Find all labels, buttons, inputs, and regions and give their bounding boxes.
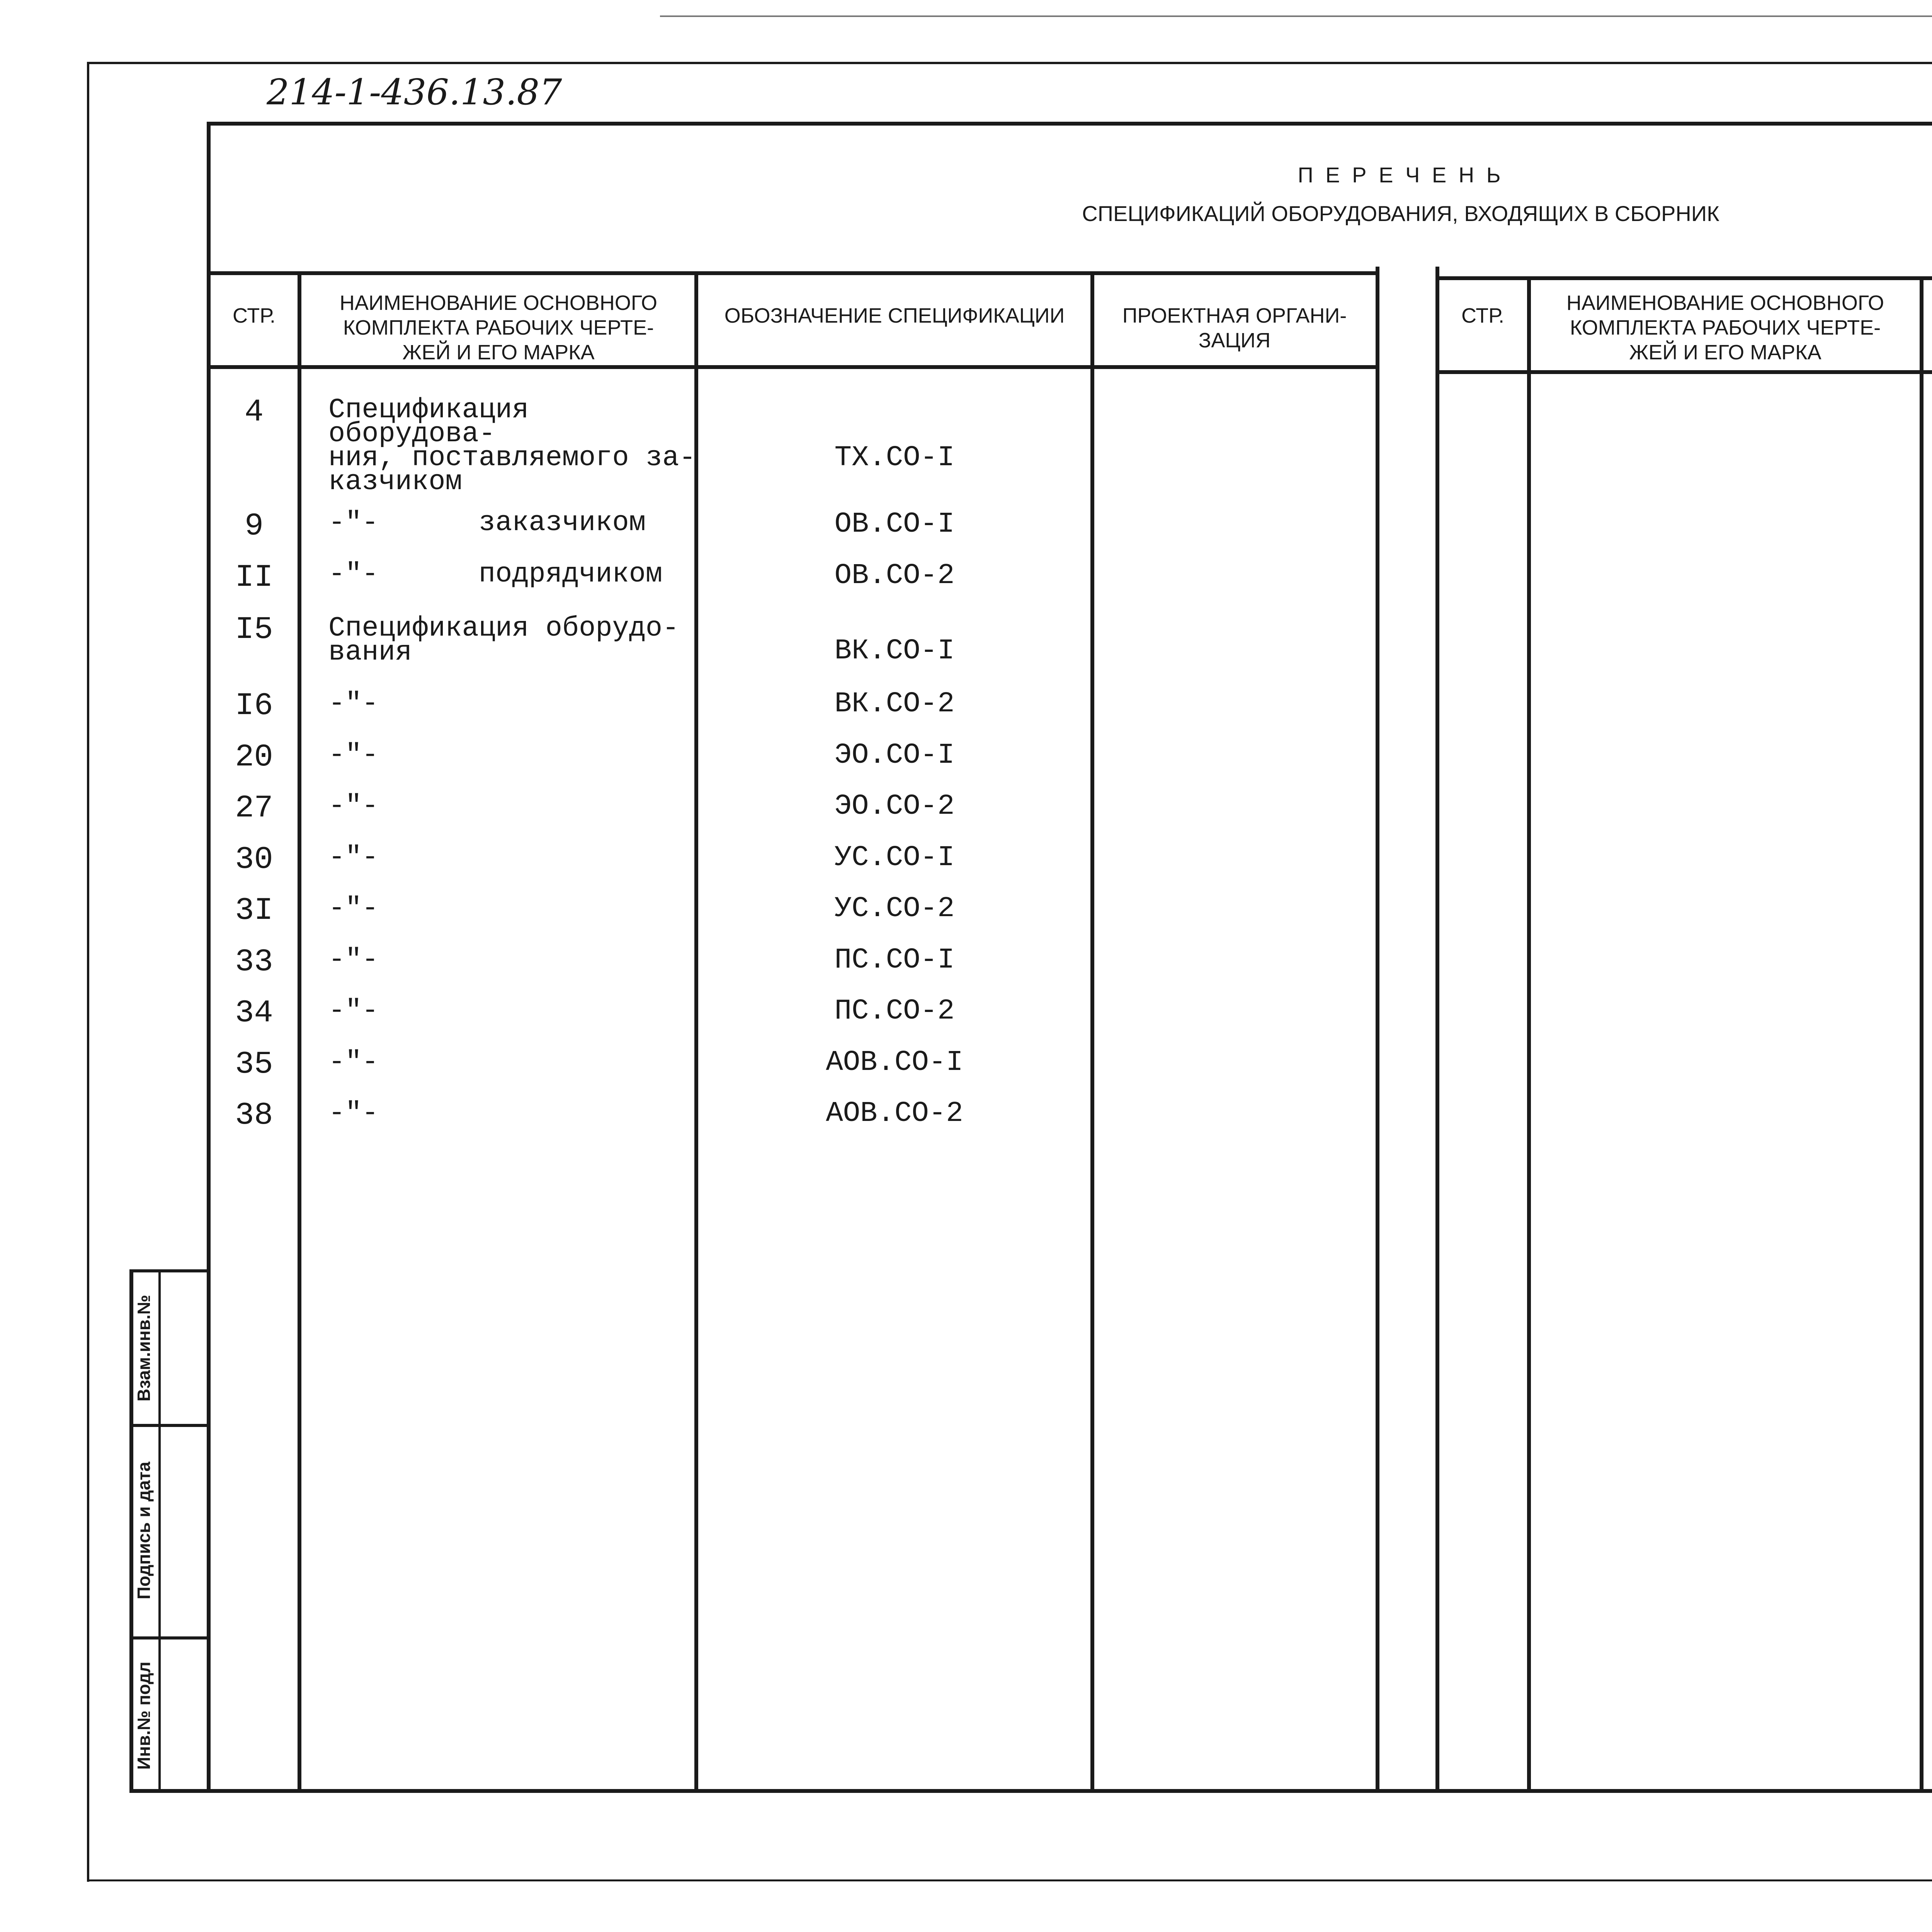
document-number: 214-1-436.13.87 bbox=[267, 71, 562, 113]
row-name-line1: Спецификация оборудова- bbox=[328, 394, 529, 450]
row-name-line2: вания bbox=[328, 636, 412, 668]
header-name-line1: НАИМЕНОВАНИЕ ОСНОВНОГО bbox=[339, 291, 658, 315]
table-left-border bbox=[207, 122, 211, 1793]
stamp-vzam-inv: Взам.инв.№ bbox=[134, 1294, 154, 1402]
row-name: -"- подрядчиком bbox=[328, 558, 663, 590]
row-page: 33 bbox=[235, 944, 273, 980]
row-page: 27 bbox=[235, 790, 273, 826]
row-code: ПС.СО-2 bbox=[834, 995, 955, 1027]
right-col-divider-1 bbox=[1527, 276, 1531, 1793]
row-page: 4 bbox=[244, 394, 264, 430]
stamp-inner-line bbox=[158, 1269, 161, 1793]
left-col-divider-3 bbox=[1090, 271, 1094, 1793]
row-code: ЭО.СО-2 bbox=[834, 790, 955, 823]
row-name: -"- bbox=[328, 995, 379, 1027]
row-code: УС.СО-I bbox=[834, 842, 955, 874]
row-name: -"- bbox=[328, 1097, 379, 1129]
row-code: УС.СО-2 bbox=[834, 893, 955, 925]
left-header-top-line bbox=[207, 271, 1379, 275]
row-name-line3: казчиком bbox=[328, 466, 462, 498]
row-page: 35 bbox=[235, 1046, 273, 1082]
left-col-divider-2 bbox=[694, 271, 698, 1793]
row-name: -"- bbox=[328, 739, 379, 771]
row-page: I5 bbox=[235, 612, 273, 648]
row-name bbox=[328, 612, 699, 668]
row-page: 9 bbox=[244, 508, 264, 544]
row-page: 30 bbox=[235, 842, 273, 878]
left-table-right-border bbox=[1376, 267, 1379, 1793]
right-col-divider-2 bbox=[1920, 276, 1923, 1793]
frame-bottom bbox=[87, 1879, 1932, 1881]
stamp-signature-date: Подпись и дата bbox=[134, 1461, 154, 1600]
left-header-org bbox=[1095, 303, 1374, 353]
header-org-line1: ПРОЕКТНАЯ ОРГАНИ- bbox=[1122, 304, 1347, 327]
row-name: -"- bbox=[328, 688, 379, 719]
row-page: II bbox=[235, 560, 273, 595]
row-page: 34 bbox=[235, 995, 273, 1031]
row-page: 20 bbox=[235, 739, 273, 775]
row-name: -"- bbox=[328, 842, 379, 873]
right-table-left-border bbox=[1435, 267, 1439, 1793]
header-name-line2: КОМПЛЕКТА РАБОЧИХ ЧЕРТЕ- bbox=[343, 316, 654, 339]
left-col-divider-1 bbox=[298, 271, 301, 1793]
row-name-line2: ния, поставляемого за- bbox=[328, 442, 696, 474]
row-code: ПС.СО-I bbox=[834, 944, 955, 976]
row-name: -"- bbox=[328, 1046, 379, 1078]
row-name bbox=[328, 394, 699, 498]
header-name-line1: НАИМЕНОВАНИЕ ОСНОВНОГО bbox=[1566, 291, 1884, 315]
stamp-inv-podl: Инв.№ подл bbox=[134, 1662, 154, 1770]
header-org-line2: ЗАЦИЯ bbox=[1198, 329, 1271, 352]
table-bottom-border bbox=[133, 1789, 1932, 1793]
document-subtitle: СПЕЦИФИКАЦИЙ ОБОРУДОВАНИЯ, ВХОДЯЩИХ В СБОРНИК bbox=[1082, 201, 1719, 226]
row-page: 38 bbox=[235, 1097, 273, 1133]
row-code: АОВ.СО-2 bbox=[826, 1097, 963, 1130]
row-code: ОВ.СО-2 bbox=[834, 560, 955, 592]
table-top-border bbox=[207, 122, 1932, 126]
row-code: ЭО.СО-I bbox=[834, 739, 955, 772]
row-name: -"- bbox=[328, 944, 379, 976]
frame-top bbox=[87, 62, 1932, 64]
row-code: ВК.СО-2 bbox=[834, 688, 955, 720]
row-page: 3I bbox=[235, 893, 273, 929]
left-header-bottom-line bbox=[207, 365, 1379, 369]
frame-left bbox=[87, 62, 89, 1882]
header-name-line3: ЖЕЙ И ЕГО МАРКА bbox=[402, 341, 595, 364]
row-page: I6 bbox=[235, 688, 273, 724]
row-code: ТХ.СО-I bbox=[834, 442, 955, 474]
row-code: АОВ.СО-I bbox=[826, 1046, 963, 1079]
right-header-designation bbox=[1924, 309, 1932, 334]
row-name: -"- заказчиком bbox=[328, 507, 646, 539]
right-header-name bbox=[1532, 291, 1918, 365]
document-title: П Е Р Е Ч Е Н Ь bbox=[1298, 163, 1504, 187]
left-header-page: СТР. bbox=[232, 304, 276, 327]
row-code: ОВ.СО-I bbox=[834, 508, 955, 541]
row-name: -"- bbox=[328, 790, 379, 822]
header-name-line3: ЖЕЙ И ЕГО МАРКА bbox=[1629, 341, 1821, 364]
row-name: -"- bbox=[328, 893, 379, 924]
right-header-page: СТР. bbox=[1461, 304, 1504, 327]
right-header-bottom-line bbox=[1435, 370, 1932, 374]
left-header-name bbox=[303, 291, 694, 365]
row-code: ВК.СО-I bbox=[834, 635, 955, 667]
stamp-left-border bbox=[129, 1269, 133, 1793]
header-name-line2: КОМПЛЕКТА РАБОЧИХ ЧЕРТЕ- bbox=[1570, 316, 1881, 339]
scan-edge-line bbox=[660, 15, 1932, 17]
right-header-top-line bbox=[1435, 276, 1932, 280]
left-header-designation: ОБОЗНАЧЕНИЕ СПЕЦИФИКАЦИИ bbox=[724, 304, 1065, 327]
row-name-line1: Спецификация оборудо- bbox=[328, 612, 679, 644]
